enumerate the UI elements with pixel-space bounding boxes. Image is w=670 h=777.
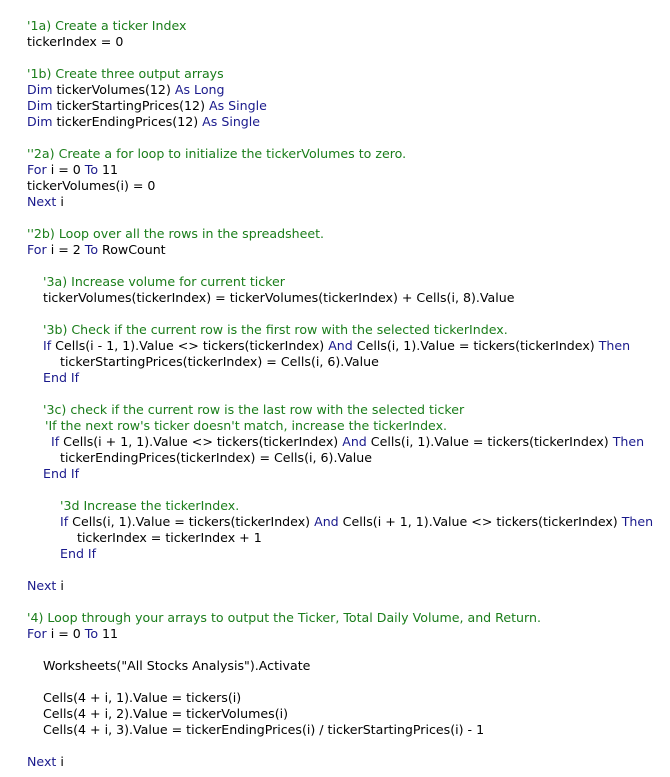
code-line — [27, 322, 667, 338]
code-editor[interactable] — [27, 18, 667, 770]
code-line — [27, 146, 667, 162]
code-line — [27, 722, 667, 738]
code-line — [27, 18, 667, 34]
code-keyword: As Single — [208, 98, 267, 113]
code-comment: '3a) Increase volume for current ticker — [43, 274, 285, 289]
code-text: tickerVolumes(i) = 0 — [27, 178, 156, 193]
code-text: tickerIndex = tickerIndex + 1 — [77, 530, 262, 545]
code-line — [27, 626, 667, 642]
code-keyword: End If — [43, 466, 80, 481]
code-text: Cells(i + 1, 1).Value <> tickers(tickerIndex) — [59, 434, 343, 449]
code-line — [27, 162, 667, 178]
code-line — [27, 370, 667, 386]
code-keyword: Then — [598, 338, 631, 353]
code-line — [27, 402, 667, 418]
code-line — [27, 34, 667, 50]
code-text: i — [56, 578, 64, 593]
code-blank-line — [27, 674, 667, 690]
code-text: i — [56, 194, 64, 209]
code-blank-line — [27, 642, 667, 658]
code-keyword: If — [43, 338, 52, 353]
code-text: tickerVolumes(12) — [52, 82, 175, 97]
code-line — [27, 706, 667, 722]
code-line — [27, 66, 667, 82]
code-text: i = 2 — [46, 242, 85, 257]
code-line — [27, 530, 667, 546]
code-keyword: Then — [621, 514, 654, 529]
code-text: tickerEndingPrices(tickerIndex) = Cells(i, 6).Value — [60, 450, 373, 465]
code-line — [27, 98, 667, 114]
code-comment: '3d Increase the tickerIndex. — [60, 498, 240, 513]
code-comment: 'If the next row's ticker doesn't match, increase the tickerIndex. — [45, 418, 448, 433]
code-keyword: Dim — [27, 98, 53, 113]
code-keyword: End If — [60, 546, 97, 561]
code-text: Worksheets("All Stocks Analysis").Activate — [43, 658, 311, 673]
code-keyword: If — [51, 434, 60, 449]
code-text: Cells(4 + i, 2).Value = tickerVolumes(i) — [43, 706, 289, 721]
code-keyword: And — [342, 434, 367, 449]
code-text: tickerEndingPrices(12) — [52, 114, 203, 129]
code-line — [27, 690, 667, 706]
code-comment: '1b) Create three output arrays — [27, 66, 224, 81]
code-line — [27, 82, 667, 98]
code-comment: '3b) Check if the current row is the first row with the selected tickerIndex. — [43, 322, 508, 337]
code-line — [27, 578, 667, 594]
code-line — [27, 434, 667, 450]
code-text: RowCount — [98, 242, 166, 257]
code-line — [27, 658, 667, 674]
code-text: 11 — [98, 626, 119, 641]
code-text: 11 — [98, 162, 119, 177]
code-comment: '1a) Create a ticker Index — [27, 18, 187, 33]
code-keyword: Dim — [27, 82, 53, 97]
code-blank-line — [27, 258, 667, 274]
code-comment: '3c) check if the current row is the last row with the selected ticker — [43, 402, 465, 417]
code-keyword: Then — [612, 434, 645, 449]
code-blank-line — [27, 306, 667, 322]
code-line — [27, 114, 667, 130]
code-text: Cells(i + 1, 1).Value <> tickers(tickerIndex) — [338, 514, 622, 529]
code-text: tickerStartingPrices(12) — [52, 98, 209, 113]
code-keyword: For — [27, 162, 47, 177]
code-blank-line — [27, 50, 667, 66]
code-blank-line — [27, 210, 667, 226]
code-line — [27, 466, 667, 482]
code-comment: '4) Loop through your arrays to output the Ticker, Total Daily Volume, and Return. — [27, 610, 541, 625]
code-keyword: If — [60, 514, 69, 529]
code-keyword: And — [314, 514, 339, 529]
code-line — [27, 418, 667, 434]
code-text: Cells(i, 1).Value = tickers(tickerIndex) — [352, 338, 599, 353]
code-keyword: Next — [27, 194, 57, 209]
code-keyword: As Long — [174, 82, 225, 97]
code-line — [27, 178, 667, 194]
code-line — [27, 226, 667, 242]
code-line — [27, 274, 667, 290]
code-line — [27, 450, 667, 466]
code-blank-line — [27, 594, 667, 610]
code-keyword: As Single — [202, 114, 261, 129]
code-keyword: Next — [27, 578, 57, 593]
code-keyword: End If — [43, 370, 80, 385]
code-comment: ''2b) Loop over all the rows in the spreadsheet. — [27, 226, 325, 241]
code-text: i = 0 — [46, 162, 85, 177]
code-keyword: To — [84, 242, 99, 257]
code-text: Cells(4 + i, 3).Value = tickerEndingPrices(i) / tickerStartingPrices(i) - 1 — [43, 722, 485, 737]
code-keyword: Next — [27, 754, 57, 769]
code-keyword: For — [27, 626, 47, 641]
code-text: i = 0 — [46, 626, 85, 641]
code-text: Cells(i, 1).Value = tickers(tickerIndex) — [68, 514, 315, 529]
code-line — [27, 290, 667, 306]
code-blank-line — [27, 738, 667, 754]
code-text: tickerIndex = 0 — [27, 34, 124, 49]
code-keyword: To — [84, 626, 99, 641]
code-blank-line — [27, 482, 667, 498]
code-keyword: For — [27, 242, 47, 257]
code-text: i — [56, 754, 64, 769]
code-line — [27, 514, 667, 530]
code-text: Cells(i, 1).Value = tickers(tickerIndex) — [366, 434, 613, 449]
code-line — [27, 498, 667, 514]
code-line — [27, 354, 667, 370]
code-text: tickerVolumes(tickerIndex) = tickerVolumes(tickerIndex) + Cells(i, 8).Value — [43, 290, 515, 305]
code-text: Cells(4 + i, 1).Value = tickers(i) — [43, 690, 242, 705]
code-line — [27, 194, 667, 210]
code-blank-line — [27, 386, 667, 402]
code-comment: ''2a) Create a for loop to initialize the tickerVolumes to zero. — [27, 146, 407, 161]
code-keyword: To — [84, 162, 99, 177]
code-line — [27, 610, 667, 626]
code-keyword: And — [328, 338, 353, 353]
code-line — [27, 754, 667, 770]
code-keyword: Dim — [27, 114, 53, 129]
code-line — [27, 338, 667, 354]
code-blank-line — [27, 562, 667, 578]
code-text: tickerStartingPrices(tickerIndex) = Cells(i, 6).Value — [60, 354, 379, 369]
code-blank-line — [27, 130, 667, 146]
code-line — [27, 242, 667, 258]
code-line — [27, 546, 667, 562]
code-text: Cells(i - 1, 1).Value <> tickers(tickerIndex) — [51, 338, 329, 353]
